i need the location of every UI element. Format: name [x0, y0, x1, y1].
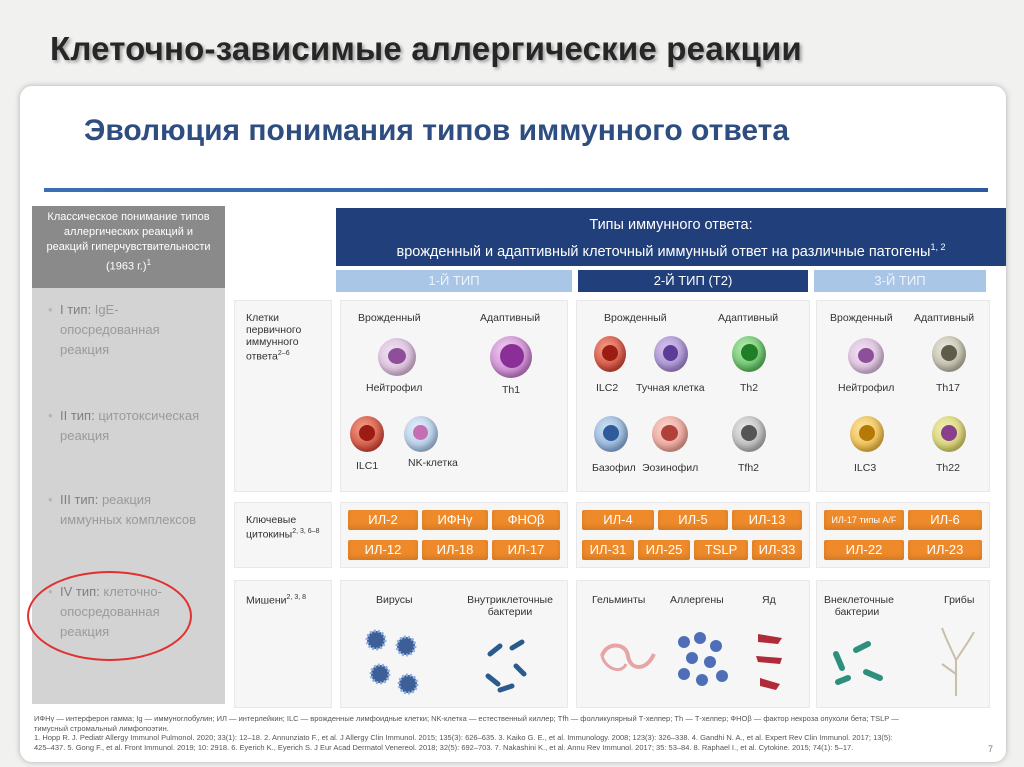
cytokine-badge: ИЛ-23	[908, 540, 982, 560]
classic-type-text: IgE-	[94, 302, 119, 317]
tfh2-cell-icon	[732, 416, 766, 452]
eosinophil-cell-icon	[652, 416, 688, 452]
classic-type-label: IV тип:	[60, 584, 100, 599]
page-number: 7	[988, 744, 994, 754]
footnote-ref: 1	[146, 258, 152, 267]
cytokine-badge: ИЛ-18	[422, 540, 488, 560]
bullet: •	[48, 584, 53, 599]
classic-type-label: III тип:	[60, 492, 99, 507]
cell-label: Нейтрофил	[366, 382, 423, 394]
target-label: Аллергены	[670, 594, 724, 606]
classic-heading-line: реакций гиперчувствительности	[46, 241, 211, 253]
basophil-cell-icon	[594, 416, 628, 452]
classic-type-text: реакция	[60, 624, 110, 639]
cytokine-badge: ИЛ-33	[752, 540, 802, 560]
cytokine-badge: ИЛ-22	[824, 540, 904, 560]
classic-heading-line: (1963 г.)	[105, 260, 147, 273]
footnote-line: 1. Hopp R. J. Pediatr Allergy Immunol Pulmonol. 2020; 33(1): 12–18. 2. Annunziato F., et al. J Allergy Clin Immunol. 2015; 135(3): 626–635. 3. Kaiko G. E., et al. Immunology. 2008; 123(3): 326–338. 4. Gandhi N. A., et al. Expert Rev Clin Immunol. 2017; 13(5):	[34, 733, 893, 742]
classic-heading	[32, 206, 225, 288]
footnote-ref: 2–6	[277, 350, 290, 357]
footnote-line: ИФНγ — интерферон гамма; Ig — иммуноглобулин; ИЛ — интерлейкин; ILC — врожденные лимфоидные клетки; NK-клетка — естественный киллер; Tfh — фолликулярный Т-хелпер; Th — Т-хелпер; ФНОβ — фактор некроза опухоли бета; TSLP —	[34, 714, 899, 723]
th2-cell-icon	[732, 336, 766, 372]
ilc1-cell-icon	[350, 416, 384, 452]
cell-label: Tfh2	[738, 462, 760, 474]
row-label-line: ответа	[246, 350, 278, 363]
th1-cell-icon	[490, 336, 532, 378]
innate-label-type2: Врожденный	[604, 312, 667, 324]
th22-cell-icon	[932, 416, 966, 452]
cell-label: ILC3	[854, 462, 877, 474]
target-label: Гельминты	[592, 594, 646, 606]
cell-label: ILC2	[596, 382, 619, 394]
cell-label: Th2	[740, 382, 759, 394]
classic-type-text: реакция	[60, 428, 110, 443]
virus-icon	[356, 622, 446, 702]
cell-label: Th22	[936, 462, 960, 474]
classic-type-text: реакция	[60, 342, 110, 357]
target-label: Яд	[762, 594, 776, 606]
cell-label: Th1	[502, 384, 521, 396]
classic-item-type2	[48, 406, 220, 446]
row-label-cells	[246, 312, 301, 363]
cytokine-badge: ИЛ-4	[582, 510, 654, 530]
neutrophil-cell-icon	[378, 338, 416, 376]
tab-type2: 2-Й ТИП (Т2)	[578, 270, 808, 292]
innate-label-type3: Врожденный	[830, 312, 893, 324]
nk-cell-icon	[404, 416, 438, 452]
footnotes	[34, 714, 984, 752]
bullet: •	[48, 408, 53, 423]
adaptive-label-type3: Адаптивный	[914, 312, 975, 324]
title-divider	[44, 188, 988, 192]
target-label: Грибы	[944, 594, 975, 606]
classic-type-label: II тип:	[60, 408, 95, 423]
row-label-line: цитокины	[246, 528, 293, 541]
cell-label: ILC1	[356, 460, 379, 472]
cytokine-badge: ИЛ-13	[732, 510, 802, 530]
row-label-line: первичного	[246, 324, 302, 336]
tab-type3: 3-Й ТИП	[814, 270, 986, 292]
target-label: Внеклеточные бактерии	[824, 594, 894, 618]
row-label-line: Клетки	[246, 312, 280, 324]
classic-heading-line: Классическое понимание типов	[47, 211, 210, 223]
cell-label: Нейтрофил	[838, 382, 895, 394]
intracellular-bacteria-icon	[478, 632, 548, 696]
footnote-line: тимусный стромальный лимфопоэтин.	[34, 723, 169, 733]
cell-label: Эозинофил	[642, 462, 699, 474]
classic-type-label: I тип:	[60, 302, 92, 317]
classic-type-text: опосредованная	[60, 322, 160, 337]
classic-type-text: клеточно-	[103, 584, 162, 599]
bullet: •	[48, 302, 53, 317]
classic-type-text: цитотоксическая	[98, 408, 200, 423]
cell-label: Th17	[936, 382, 960, 394]
ilc2-cell-icon	[594, 336, 626, 372]
slide-title: Клеточно-зависимые аллергические реакции	[50, 30, 802, 67]
classic-item-type3	[48, 490, 220, 530]
cytokine-badge: ИЛ-6	[908, 510, 982, 530]
helminth-icon	[594, 634, 658, 682]
cytokine-badge: TSLP	[694, 540, 748, 560]
row-label-cytokines	[246, 514, 319, 541]
footnote-line: 425–437. 5. Gong F., et al. Front Immunol. 2019; 10: 2918. 6. Eyerich K., Eyerich S. J Eur Acad Dermatol Venereol. 2018; 32(5): 692–703. 7. Nakashini K., et al. Annu Rev Immunol. 2017; 35: 53–84. 8. Raphael I., et al. Cytokine. 2015; 74(1): 5–17.	[34, 742, 854, 752]
venom-icon	[752, 624, 792, 700]
bullet: •	[48, 492, 53, 507]
immune-types-title: Типы иммунного ответа:	[589, 217, 753, 233]
cytokine-badge: ИЛ-5	[658, 510, 728, 530]
target-label: Внутриклеточные бактерии	[467, 594, 553, 618]
classic-type-text: опосредованная	[60, 604, 160, 619]
cytokine-badge: ИЛ-31	[582, 540, 634, 560]
row-label-line: иммунного	[246, 336, 299, 348]
classic-type-text: иммунных комплексов	[60, 512, 197, 527]
cell-label: Базофил	[592, 462, 636, 474]
footnote-ref: 1, 2	[930, 242, 946, 252]
cytokine-badge: ИЛ-17 типы A/F	[824, 510, 904, 530]
content-panel	[20, 86, 1006, 762]
adaptive-label-type2: Адаптивный	[718, 312, 779, 324]
type3-cells-box	[816, 300, 990, 492]
ilc3-cell-icon	[850, 416, 884, 452]
th17-cell-icon	[932, 336, 966, 372]
tab-type1: 1-Й ТИП	[336, 270, 572, 292]
cytokine-badge: ФНОβ	[492, 510, 560, 530]
neutrophil-cell-icon	[848, 338, 884, 374]
fungi-icon	[934, 624, 980, 700]
row-label-line: Мишени	[246, 594, 287, 607]
classic-heading-line: аллергических реакций и	[63, 226, 194, 238]
highlight-oval	[27, 571, 192, 661]
cell-label: NK-клетка	[408, 457, 458, 469]
target-label: Вирусы	[376, 594, 413, 606]
panel-title: Эволюция понимания типов иммунного ответа	[84, 114, 790, 147]
allergen-icon	[670, 626, 740, 692]
cytokine-badge: ИФНγ	[422, 510, 488, 530]
cytokine-badge: ИЛ-12	[348, 540, 418, 560]
extracellular-bacteria-icon	[826, 624, 906, 698]
row-label-line: Ключевые	[246, 514, 297, 526]
cytokine-badge: ИЛ-25	[638, 540, 690, 560]
footnote-ref: 2, 3, 8	[286, 594, 307, 601]
cell-label: Тучная клетка	[636, 382, 705, 394]
cytokine-badge: ИЛ-2	[348, 510, 418, 530]
row-label-targets	[246, 592, 306, 607]
mast-cell-icon	[654, 336, 688, 372]
footnote-ref: 2, 3, 6–8	[292, 528, 320, 535]
classic-item-type1	[48, 300, 220, 360]
innate-label-type1: Врожденный	[358, 312, 421, 324]
adaptive-label-type1: Адаптивный	[480, 312, 541, 324]
cytokine-badge: ИЛ-17	[492, 540, 560, 560]
immune-types-header	[336, 208, 1006, 266]
classic-type-text: реакция	[101, 492, 152, 507]
immune-types-subtitle: врожденный и адаптивный клеточный иммунный ответ на различные патогены	[396, 243, 931, 260]
